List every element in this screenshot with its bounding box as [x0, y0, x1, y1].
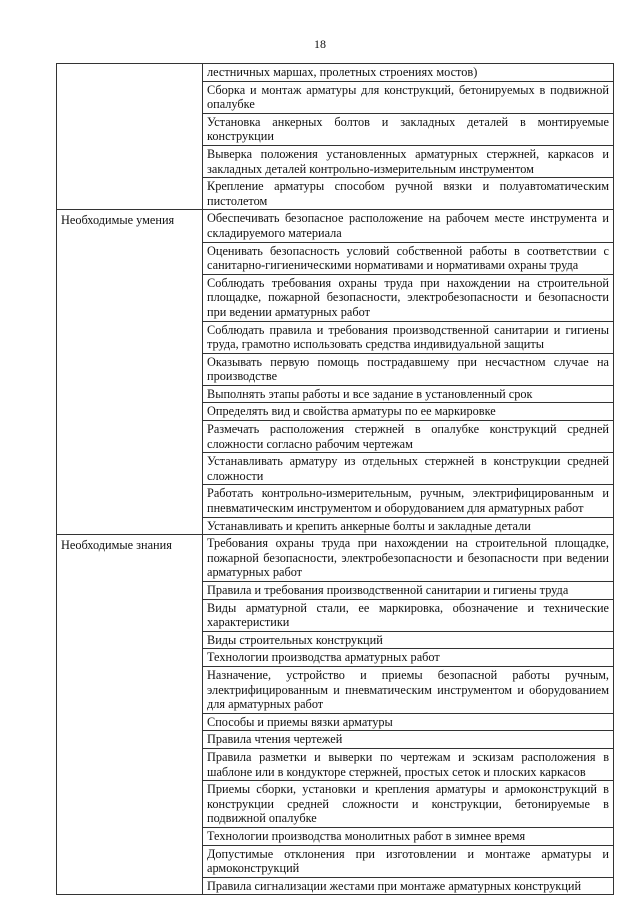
- requirement-item: Соблюдать требования охраны труда при нахождении на строительной площадке, пожарной безопасности, электробезопасности и безопасности при ведении арматурных работ: [203, 274, 614, 321]
- category-cell: [57, 64, 203, 210]
- requirement-item: Допустимые отклонения при изготовлении и монтаже арматуры и армоконструкций: [203, 845, 614, 877]
- page-number: 18: [314, 37, 326, 51]
- category-label: [61, 65, 198, 67]
- requirement-item: Технологии производства монолитных работ в зимнее время: [203, 827, 614, 845]
- requirement-item: Приемы сборки, установки и крепления арматуры и армоконструкций в конструкции средней сложности и конструкции, бетонируемые в подвижной опалубке: [203, 781, 614, 828]
- requirement-item: Размечать расположения стержней в опалубке конструкций средней сложности согласно рабочим чертежам: [203, 421, 614, 453]
- requirement-item: лестничных маршах, пролетных строениях мостов): [203, 64, 614, 82]
- table-row: [57, 535, 614, 582]
- requirement-item: Оказывать первую помощь пострадавшему при несчастном случае на производстве: [203, 353, 614, 385]
- requirement-item: Назначение, устройство и приемы безопасной работы ручным, электрифицированным и пневматическим инструментом и оборудованием для арматурных работ: [203, 666, 614, 713]
- category-label: Необходимые знания: [61, 538, 172, 553]
- requirement-item: Определять вид и свойства арматуры по ее маркировке: [203, 403, 614, 421]
- requirement-item: Выверка положения установленных арматурных стержней, каркасов и закладных деталей контрольно-измерительным инструментом: [203, 145, 614, 177]
- requirement-item: Требования охраны труда при нахождении на строительной площадке, пожарной безопасности, электробезопасности и безопасности при ведении арматурных работ: [203, 535, 614, 582]
- requirement-item: Виды арматурной стали, ее маркировка, обозначение и технические характеристики: [203, 599, 614, 631]
- requirement-item: Устанавливать и крепить анкерные болты и закладные детали: [203, 517, 614, 535]
- requirement-item: Обеспечивать безопасное расположение на рабочем месте инструмента и складируемого материала: [203, 210, 614, 242]
- requirement-item: Установка анкерных болтов и закладных деталей в монтируемые конструкции: [203, 113, 614, 145]
- category-label: Необходимые умения: [61, 213, 175, 228]
- requirement-item: Правила и требования производственной санитарии и гигиены труда: [203, 582, 614, 600]
- requirement-item: Правила чтения чертежей: [203, 731, 614, 749]
- category-cell: [57, 210, 203, 535]
- requirement-item: Выполнять этапы работы и все задание в установленный срок: [203, 385, 614, 403]
- requirement-item: Устанавливать арматуру из отдельных стержней в конструкции средней сложности: [203, 453, 614, 485]
- requirements-table-body: [57, 64, 614, 895]
- requirements-table: [56, 63, 614, 895]
- table-row: [57, 210, 614, 242]
- requirement-item: Правила разметки и выверки по чертежам и эскизам расположения в шаблоне или в кондукторе стержней, простых сеток и плоских каркасов: [203, 748, 614, 780]
- requirement-item: Соблюдать правила и требования производственной санитарии и гигиены труда, грамотно использовать средства индивидуальной защиты: [203, 321, 614, 353]
- requirement-item: Правила сигнализации жестами при монтаже арматурных конструкций: [203, 877, 614, 895]
- requirement-item: Технологии производства арматурных работ: [203, 649, 614, 667]
- table-row: [57, 64, 614, 82]
- category-cell: [57, 535, 203, 895]
- requirement-item: Виды строительных конструкций: [203, 631, 614, 649]
- requirement-item: Работать контрольно-измерительным, ручным, электрифицированным и пневматическим инструментом и оборудованием для арматурных работ: [203, 485, 614, 517]
- requirement-item: Способы и приемы вязки арматуры: [203, 713, 614, 731]
- requirement-item: Оценивать безопасность условий собственной работы в соответствии с санитарно-гигиеническими нормативами и нормативами охраны труда: [203, 242, 614, 274]
- requirement-item: Крепление арматуры способом ручной вязки и полуавтоматическим пистолетом: [203, 178, 614, 210]
- requirement-item: Сборка и монтаж арматуры для конструкций, бетонируемых в подвижной опалубке: [203, 81, 614, 113]
